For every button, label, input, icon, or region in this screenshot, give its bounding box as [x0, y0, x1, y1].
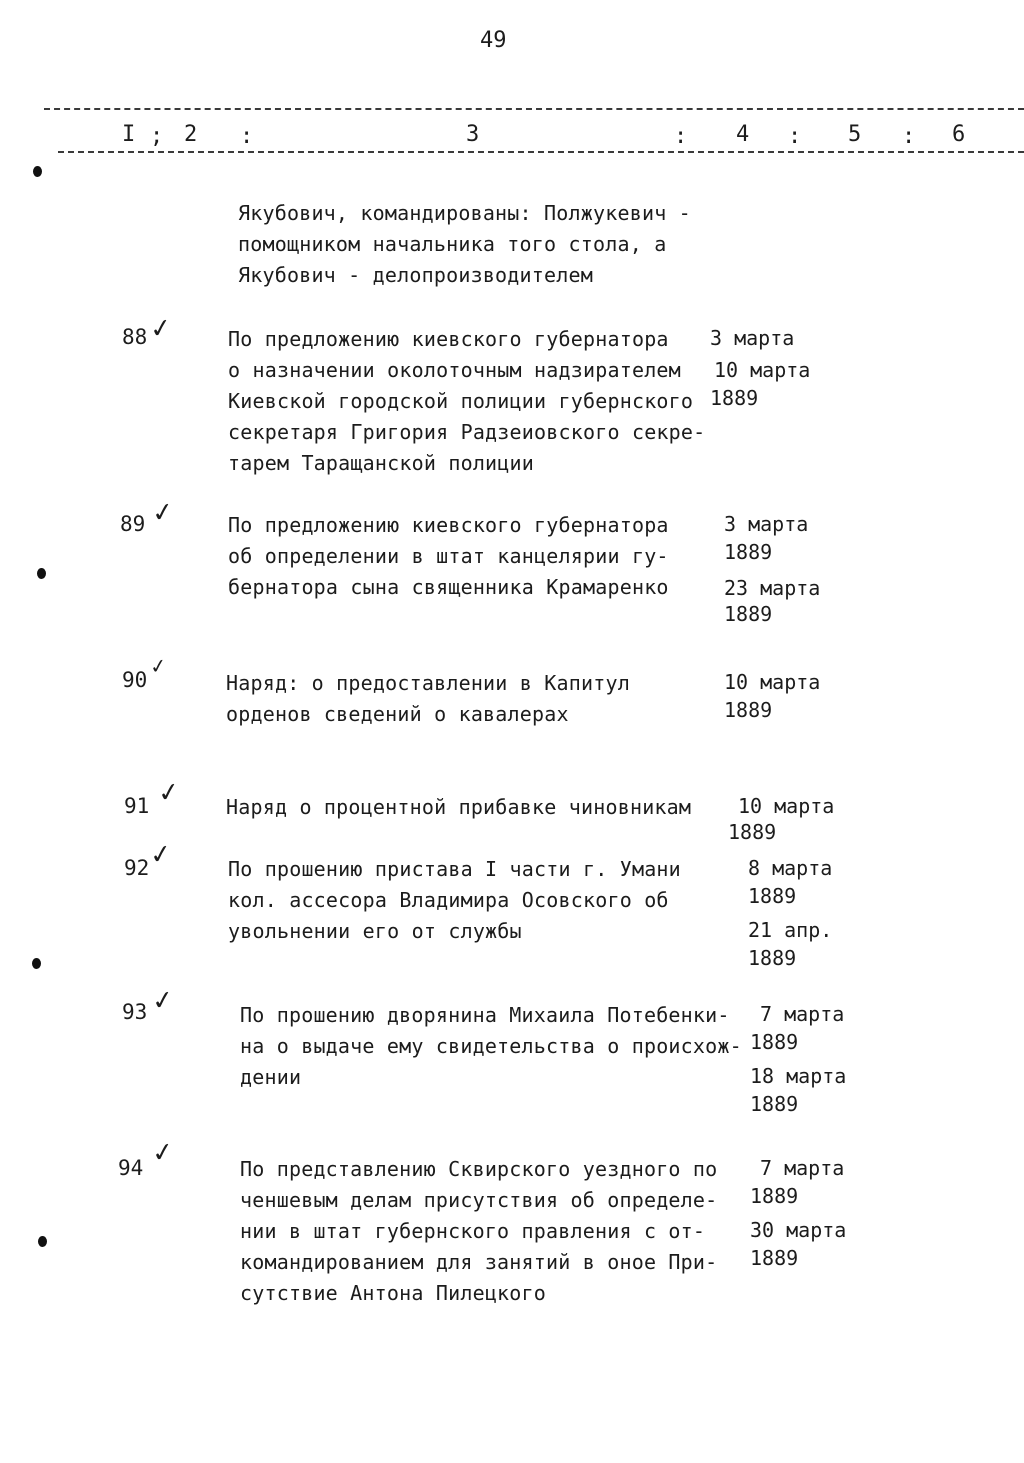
column-header-6: 6	[952, 122, 966, 147]
text-line: о назначении околоточным надзирателем	[228, 358, 681, 382]
entry-date: 1889	[724, 540, 773, 564]
column-separator: :	[674, 124, 688, 149]
entry-date: 7 марта	[760, 1156, 845, 1180]
check-mark-icon: ✓	[150, 496, 176, 530]
entry-description	[240, 1154, 717, 1309]
entry-date: 7 марта	[760, 1002, 845, 1026]
entry-date: 1889	[750, 1092, 799, 1116]
entry-date: 1889	[750, 1246, 799, 1270]
punch-hole	[37, 568, 46, 579]
text-line: нии в штат губернского правления с от-	[240, 1219, 706, 1243]
entry-date: 1889	[724, 602, 773, 626]
text-line: Якубович - делопроизводителем	[238, 263, 593, 287]
punch-hole	[38, 1236, 47, 1247]
text-line: Наряд: о предоставлении в Капитул	[226, 671, 630, 695]
check-mark-icon: ✓	[156, 776, 182, 810]
entry-date: 21 апр.	[748, 918, 833, 942]
column-header-2: 2	[184, 122, 198, 147]
entry-date: 1889	[724, 698, 773, 722]
entry-number: 92	[124, 856, 150, 880]
entry-date: 1889	[728, 820, 777, 844]
punch-hole	[32, 958, 41, 969]
text-line: помощником начальника того стола, а	[238, 232, 667, 256]
text-line: По прошению дворянина Михаила Потебенки-	[240, 1003, 730, 1027]
entry-number: 94	[118, 1156, 144, 1180]
text-line: Якубович, командированы: Полжукевич -	[238, 201, 691, 225]
text-line: дении	[240, 1065, 302, 1089]
entry-description	[228, 510, 669, 603]
entry-number: 91	[124, 794, 150, 818]
column-header-1: I	[122, 122, 136, 147]
check-mark-icon: ✓	[150, 1136, 176, 1170]
column-separator: ;	[150, 124, 164, 149]
continuation-text	[238, 198, 691, 291]
text-line: секретаря Григория Радзеиовского секре-	[228, 420, 706, 444]
entry-date: 1889	[750, 1184, 799, 1208]
entry-number: 89	[120, 512, 146, 536]
text-line: ченшевым делам присутствия об определе-	[240, 1188, 718, 1212]
column-separator: :	[240, 124, 254, 149]
text-line: кол. ассесора Владимира Осовского об	[228, 888, 669, 912]
check-mark-icon: ✓	[148, 312, 174, 346]
entry-description	[226, 792, 691, 823]
check-mark-icon: ✓	[148, 652, 169, 680]
text-line: По представлению Сквирского уездного по	[240, 1157, 718, 1181]
entry-number: 90	[122, 668, 148, 692]
text-line: сутствие Антона Пилецкого	[240, 1281, 547, 1305]
column-header-3: 3	[466, 122, 480, 147]
entry-description	[226, 668, 630, 730]
header-rule-bottom	[58, 151, 1024, 153]
entry-description	[228, 324, 705, 479]
page-number: 49	[480, 28, 507, 53]
column-separator: :	[788, 124, 802, 149]
entry-date: 10 марта	[724, 670, 821, 694]
entry-description	[240, 1000, 742, 1093]
text-line: По предложению киевского губернатора	[228, 513, 669, 537]
text-line: По прошению пристава I части г. Умани	[228, 857, 681, 881]
entry-date: 3 марта	[724, 512, 809, 536]
entry-number: 93	[122, 1000, 148, 1024]
punch-hole	[33, 166, 42, 177]
entry-number: 88	[122, 325, 148, 349]
entry-date: 30 марта	[750, 1218, 847, 1242]
entry-date: 10 марта	[738, 794, 835, 818]
text-line: По предложению киевского губернатора	[228, 327, 669, 351]
entry-date: 10 марта	[714, 358, 811, 382]
entry-date: 3 марта	[710, 326, 795, 350]
entry-date: 8 марта	[748, 856, 833, 880]
column-separator: :	[902, 124, 916, 149]
entry-date: 23 марта	[724, 576, 821, 600]
entry-description	[228, 854, 681, 947]
text-line: командированием для занятий в оное При-	[240, 1250, 718, 1274]
text-line: орденов сведений о кавалерах	[226, 702, 569, 726]
entry-date: 18 марта	[750, 1064, 847, 1088]
check-mark-icon: ✓	[148, 838, 174, 872]
text-line: Киевской городской полиции губернского	[228, 389, 694, 413]
column-header-4: 4	[736, 122, 750, 147]
text-line: об определении в штат канцелярии гу-	[228, 544, 669, 568]
text-line: Наряд о процентной прибавке чиновникам	[226, 795, 692, 819]
text-line: увольнении его от службы	[228, 919, 522, 943]
header-rule-top	[44, 108, 1024, 110]
entry-date: 1889	[748, 884, 797, 908]
column-header-5: 5	[848, 122, 862, 147]
entry-date: 1889	[748, 946, 797, 970]
check-mark-icon: ✓	[150, 984, 176, 1018]
entry-date: 1889	[750, 1030, 799, 1054]
text-line: бернатора сына священника Крамаренко	[228, 575, 669, 599]
text-line: тарем Таращанской полиции	[228, 451, 535, 475]
text-line: на о выдаче ему свидетельства о происхож-	[240, 1034, 742, 1058]
entry-date: 1889	[710, 386, 759, 410]
